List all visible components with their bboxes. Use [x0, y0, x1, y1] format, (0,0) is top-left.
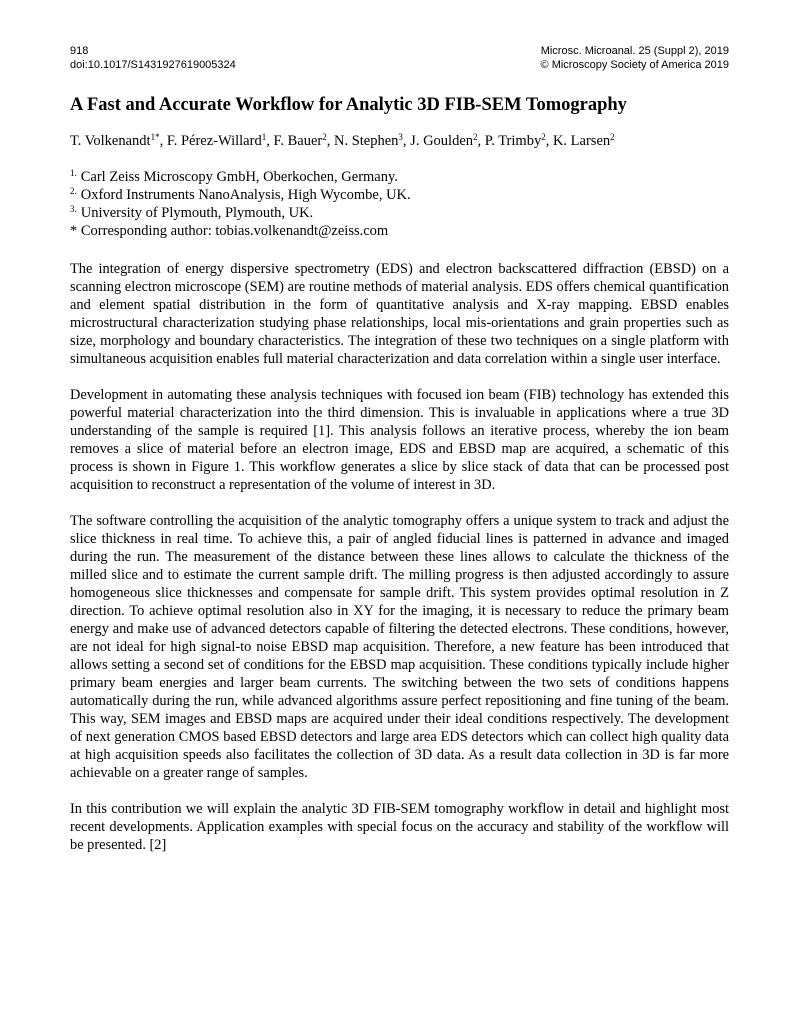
copyright-notice: © Microscopy Society of America 2019: [540, 59, 729, 71]
author-affiliation-mark: 3: [398, 132, 403, 142]
author: [410, 133, 477, 149]
author-affiliation-mark: 1: [261, 132, 267, 142]
author: [167, 133, 266, 149]
affiliations: [70, 168, 730, 240]
author-name: N. Stephen: [333, 133, 399, 149]
journal-citation: Microsc. Microanal. 25 (Suppl 2), 2019: [540, 45, 729, 57]
header-right: [541, 44, 729, 72]
paragraph-eds-ebsd-integration: The integration of energy dispersive spectrometry (EDS) and electron backscattered diffraction (EBSD) on a scanning electron microscope (SEM) are routine methods of material analysis. EDS offers chemical quantification and element spatial distribution in the form of quantitative analysis and X-ray mapping. EBSD enables microstructural characterization studying phase relationships, local mis-orientations and grain properties such as size, morphology and boundary characteristics. The integration of these two techniques on a single platform with simultaneous acquisition enables full material characterization and data correlation within a single user interface.: [70, 261, 729, 367]
corresponding-author: * Corresponding author: tobias.volkenandt@zeiss.com: [70, 223, 389, 239]
affiliation: [70, 168, 730, 186]
affiliation: [70, 204, 730, 222]
author-name: F. Bauer: [273, 133, 323, 149]
author-separator: ,: [545, 133, 550, 149]
author-separator: ,: [477, 133, 482, 149]
page-number: 918: [70, 45, 89, 57]
author-name: F. Pérez-Willard: [166, 133, 262, 149]
author: [334, 133, 403, 149]
author: [273, 133, 326, 149]
doi: doi:10.1017/S1431927619005324: [70, 59, 236, 71]
header-left: [70, 44, 236, 72]
paragraph-fib-automation: Development in automating these analysis techniques with focused ion beam (FIB) technology has extended this powerful material characterization into the third dimension. This is invaluable in applications where a true 3D understanding of the sample is required [1]. This analysis follows an iterative process, whereby the ion beam removes a slice of material before an electron image, EDS and EBSD map are acquired, a schematic of this process is shown in Figure 1. This workflow generates a slice by slice stack of data that can be processed post acquisition to reconstruct a representation of the volume of interest in 3D.: [70, 387, 729, 493]
affiliation-text: Carl Zeiss Microscopy GmbH, Oberkochen, Germany.: [80, 169, 398, 185]
paragraph-slice-tracking: The software controlling the acquisition of the analytic tomography offers a unique system to track and adjust the slice thickness in real time. To achieve this, a pair of angled fiducial lines is patterned in advance and imaged during the run. The measurement of the distance between these lines allows to calculate the thickness of the milled slice and to estimate the current sample drift. The milling progress is then adjusted accordingly to assure homogeneous slice thicknesses and compensate for sample drift. This system provides optimal resolution in Z direction. To achieve optimal resolution also in XY for the imaging, it is necessary to reduce the primary beam energy and make use of advanced detectors capable of filtering the detected electrons. These conditions, however, are not ideal for high signal-to noise EBSD map acquisition. Therefore, a new feature has been introduced that allows setting a second set of conditions for the EBSD map acquisition. These conditions typically include higher primary beam energies and larger beam currents. The switching between the two sets of conditions happens automatically during the run, while advanced algorithms assure perfect repositioning and fine tuning of the beam. This way, SEM images and EBSD maps are acquired under their ideal conditions respectively. The development of next generation CMOS based EBSD detectors and large area EDS detectors which can collect high quality data at high acquisition speeds also facilitates the collection of 3D data. As a result data collection in 3D is far more achievable on a greater range of samples.: [70, 513, 729, 781]
author-affiliation-mark: 2: [473, 132, 478, 142]
affiliation: [70, 186, 730, 204]
paper-title: A Fast and Accurate Workflow for Analytic 3D FIB-SEM Tomography: [70, 95, 627, 115]
affiliation-text: University of Plymouth, Plymouth, UK.: [80, 205, 314, 221]
author-list: [70, 132, 730, 150]
author: [553, 133, 615, 149]
author-separator: ,: [159, 133, 164, 149]
affiliation-number: 2.: [70, 186, 77, 196]
author-affiliation-mark: 2: [541, 132, 546, 142]
abstract-body: [70, 260, 729, 872]
author-separator: ,: [402, 133, 407, 149]
author-affiliation-mark: 1*: [150, 132, 160, 142]
affiliation-number: 1.: [70, 168, 77, 178]
affiliation-number: 3.: [70, 204, 77, 214]
author: [70, 133, 160, 149]
author-name: P. Trimby: [484, 133, 542, 149]
author-name: T. Volkenandt: [70, 133, 151, 149]
author-name: J. Goulden: [410, 133, 474, 149]
author-affiliation-mark: 2: [322, 132, 327, 142]
author: [485, 133, 546, 149]
author-affiliation-mark: 2: [610, 132, 615, 142]
affiliation-text: Oxford Instruments NanoAnalysis, High Wycombe, UK.: [80, 187, 411, 203]
paragraph-contribution: In this contribution we will explain the analytic 3D FIB-SEM tomography workflow in detail and highlight most recent developments. Application examples with special focus on the accuracy and stability of the workflow will be presented. [2]: [70, 801, 729, 853]
author-separator: ,: [326, 133, 331, 149]
author-name: K. Larsen: [552, 133, 611, 149]
author-separator: ,: [266, 133, 270, 149]
